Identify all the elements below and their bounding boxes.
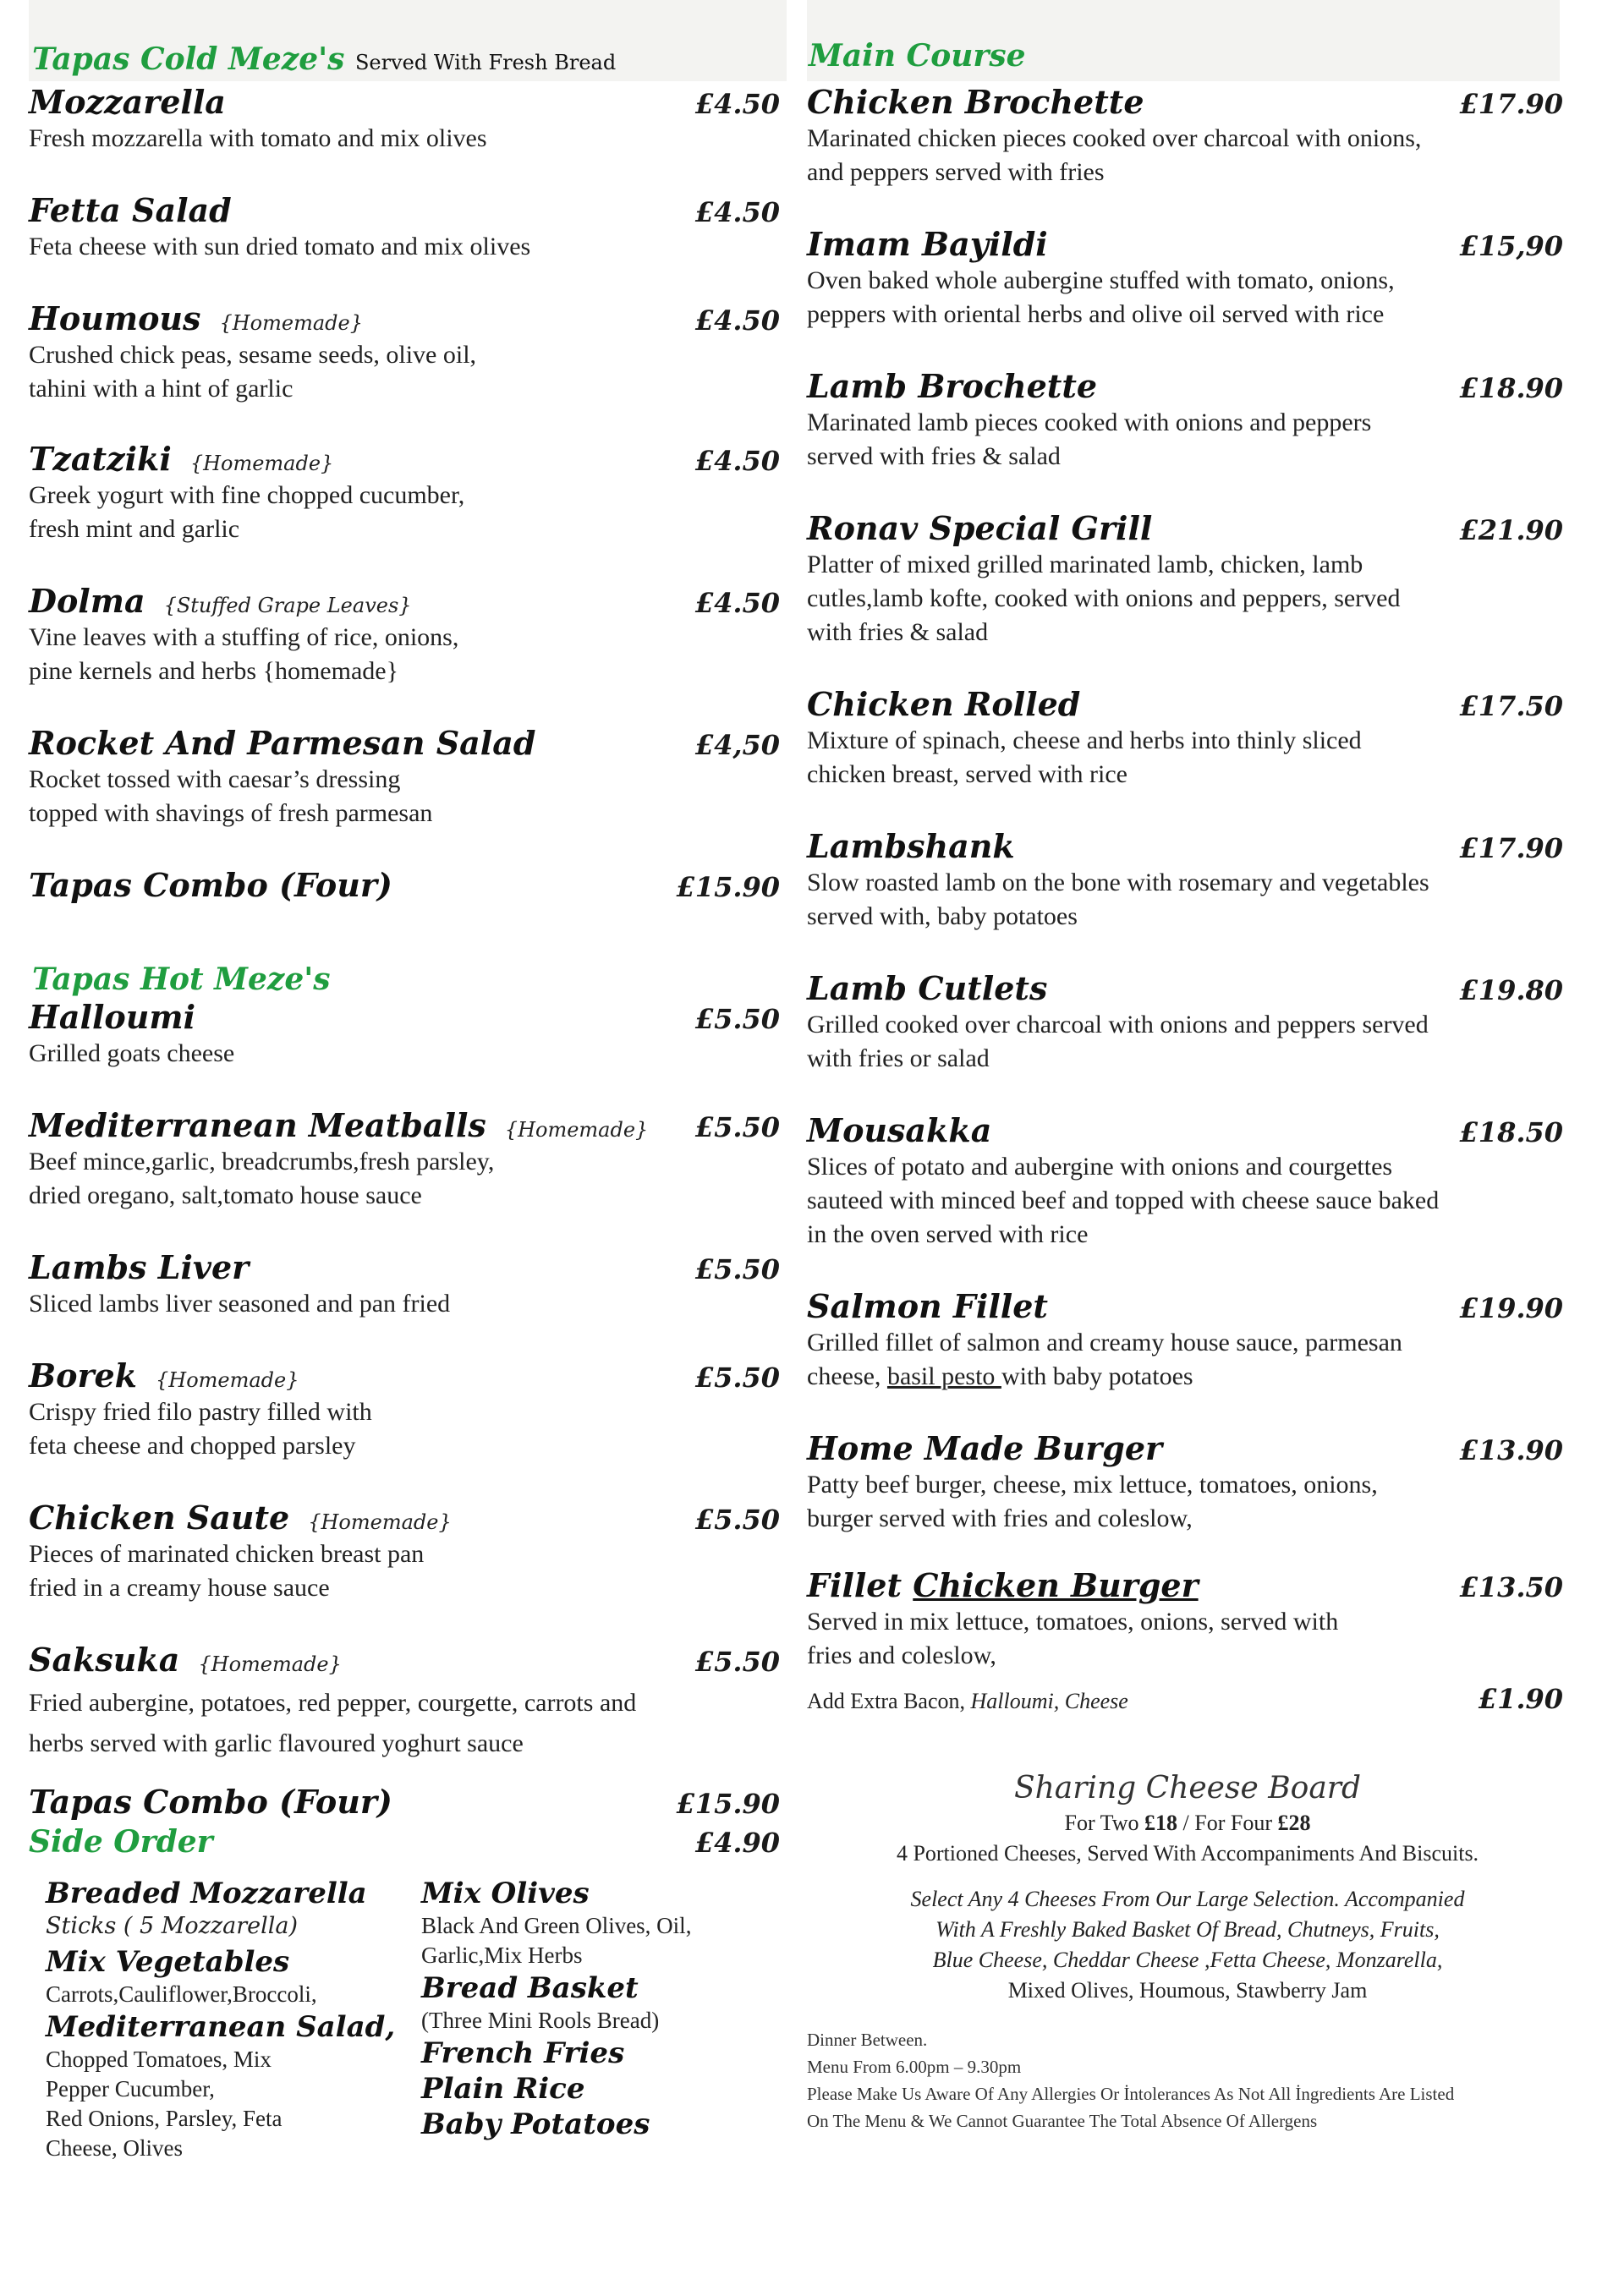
hot-meze-heading: Tapas Hot Meze's [32,962,331,997]
item-desc: Sliced lambs liver seasoned and pan fried [29,1290,451,1318]
item-name: Chicken Saute [29,1499,290,1537]
item-name: Mediterranean Meatballs [29,1106,486,1144]
item-name: Lamb Brochette [807,367,1098,405]
item-desc: Grilled goats cheese [29,1039,235,1067]
item-price: £15.90 [676,871,780,903]
item-price: £19.90 [1459,1292,1563,1324]
item-name: Lamb Cutlets [807,969,1048,1007]
item-price: £4.50 [694,196,780,228]
main-course-heading: Main Course [809,38,1026,74]
cold-meze-item [29,299,785,406]
item-name: Chicken Brochette [807,83,1144,121]
menu-hours: Menu From 6.00pm – 9.30pm [807,2057,1022,2077]
item-price: £5.50 [694,1646,780,1678]
cold-meze-heading: Tapas Cold Meze's Served With Fresh Bread [32,41,617,77]
side-name: Plain Rice [421,2072,585,2106]
item-desc: Patty beef burger, cheese, mix lettuce, tomatoes, onions, burger served with fries and coleslow, [807,1471,1378,1532]
item-price: £4.50 [694,304,780,337]
side-name: Baby Potatoes [421,2107,650,2141]
item-price: £15,90 [1459,230,1563,262]
side-order-column-2 [421,1876,785,2142]
hot-meze-item [29,1106,785,1213]
main-course-item [807,225,1568,332]
item-desc: Crushed chick peas, sesame seeds, olive oil, tahini with a hint of garlic [29,341,477,403]
item-name: Houmous [29,299,201,337]
item-name: Tzatziki [29,440,172,478]
cheese-board-prices: For Two £18 / For Four £28 [1064,1811,1311,1835]
item-note: {Homemade} [219,311,363,335]
add-extra-row [807,1683,1568,1718]
item-price: £21.90 [1459,514,1563,546]
side-sub: Sticks ( 5 Mozzarella) [46,1913,299,1939]
hot-meze-item [29,998,785,1071]
cheese-board-title: Sharing Cheese Board [1013,1771,1362,1806]
main-course-item [807,1287,1568,1394]
item-name: Salmon Fillet [807,1287,1048,1325]
item-desc: Slices of potato and aubergine with onions and courgettes sauteed with minced beef and topped with cheese sauce baked in the oven served with rice [807,1153,1440,1248]
item-name: Mousakka [807,1111,992,1149]
main-course-item [807,827,1568,934]
side-order-heading: Side Order [29,1824,213,1860]
item-name: Lambshank [807,827,1015,865]
item-price: £5.50 [694,1111,780,1143]
tapas-combo-item-2 [29,1783,785,1822]
item-price: £15.90 [676,1788,780,1820]
cold-meze-item [29,191,785,264]
side-name: French Fries [421,2036,625,2070]
item-name: Fetta Salad [29,191,232,229]
cheese-extra-text: Mixed Olives, Houmous, Stawberry Jam [1007,1978,1368,2003]
item-desc: Feta cheese with sun dried tomato and mix olives [29,233,531,260]
item-desc: Crispy fried filo pastry filled with feta cheese and chopped parsley [29,1398,372,1460]
side-sub: Black And Green Olives, Oil, Garlic,Mix Herbs [421,1913,692,1968]
side-name: Mediterranean Salad, [46,2010,396,2044]
item-price: £13.90 [1459,1434,1563,1466]
side-sub: Chopped Tomatoes, Mix Pepper Cucumber, Red Onions, Parsley, Feta Cheese, Olives [46,2047,283,2161]
item-name: Chicken Rolled [807,685,1081,723]
main-course-item [807,1566,1568,1673]
item-price: £5.50 [694,1362,780,1394]
item-desc: Oven baked whole aubergine stuffed with tomato, onions, peppers with oriental herbs and olive oil served with rice [807,266,1395,328]
item-desc: Pieces of marinated chicken breast pan fried in a creamy house sauce [29,1540,425,1602]
cold-meze-item [29,724,785,830]
item-note: {Homemade} [504,1118,649,1142]
item-price: £13.50 [1459,1571,1563,1603]
dinner-label: Dinner Between. [807,2030,928,2050]
item-desc: Marinated lamb pieces cooked with onions and peppers served with fries & salad [807,408,1372,470]
item-desc: Rocket tossed with caesar’s dressing topped with shavings of fresh parmesan [29,765,433,827]
item-name: Fillet Chicken Burger [807,1566,1199,1604]
side-order-heading-row [29,1823,785,1860]
main-course-item [807,509,1568,649]
cheese-board-desc: 4 Portioned Cheeses, Served With Accompaniments And Biscuits. [896,1841,1479,1866]
main-course-item [807,1111,1568,1252]
item-name: Imam Bayildi [807,225,1048,263]
item-desc: Fresh mozzarella with tomato and mix olives [29,124,487,152]
item-name: Mozzarella [29,83,226,121]
item-note: {Homemade} [198,1652,342,1676]
item-desc: Vine leaves with a stuffing of rice, onions, pine kernels and herbs {homemade} [29,623,459,685]
item-name: Home Made Burger [807,1429,1163,1467]
cheese-select-text: Select Any 4 Cheeses From Our Large Selection. Accompanied With A Freshly Baked Basket Of Bread, Chutneys, Fruits, Blue Cheese, Cheddar Cheese ,Fetta Cheese, Monzarella, [910,1887,1465,1972]
item-price: £5.50 [694,1003,780,1035]
main-course-item [807,83,1568,189]
item-price: £4.50 [694,88,780,120]
item-name: Ronav Special Grill [807,509,1153,547]
item-name: Rocket And Parmesan Salad [29,724,536,762]
item-note: {Stuffed Grape Leaves} [163,594,412,617]
item-name: Halloumi [29,998,196,1036]
main-course-item [807,969,1568,1076]
side-sub: Carrots,Cauliflower,Broccoli, [46,1981,317,2007]
cold-meze-item [29,866,785,905]
side-name: Breaded Mozzarella [46,1877,367,1910]
item-desc: Beef mince,garlic, breadcrumbs,fresh parsley, dried oregano, salt,tomato house sauce [29,1148,495,1209]
item-price: £17.90 [1459,832,1563,864]
item-name: Dolma [29,582,145,620]
main-course-item [807,1429,1568,1536]
item-desc: Fried aubergine, potatoes, red pepper, courgette, carrots and herbs served with garlic flavoured yoghurt sauce [29,1689,637,1757]
item-desc: Platter of mixed grilled marinated lamb, chicken, lamb cutles,lamb kofte, cooked with onions and peppers, served with fries & salad [807,551,1401,646]
cheese-board-block [807,1769,1568,2006]
allergy-notice: Please Make Us Aware Of Any Allergies Or İntolerances As Not All İngredients Are Listed On The Menu & We Cannot Guarantee The Total Absence Of Allergens [807,2084,1455,2131]
item-desc: Marinated chicken pieces cooked over charcoal with onions, and peppers served with fries [807,124,1422,186]
item-name: Lambs Liver [29,1248,250,1286]
item-price: £18.50 [1459,1116,1563,1148]
item-note: {Homemade} [156,1368,299,1392]
item-desc: Grilled cooked over charcoal with onions and peppers served with fries or salad [807,1011,1429,1072]
hot-meze-item [29,1641,785,1764]
hot-meze-item [29,1499,785,1605]
cold-meze-item [29,582,785,688]
main-course-item [807,367,1568,474]
item-desc: Served in mix lettuce, tomatoes, onions, served with fries and coleslow, [807,1608,1339,1669]
hot-meze-item [29,1356,785,1463]
item-note: {Homemade} [189,452,334,475]
side-name: Mix Olives [421,1877,590,1910]
dinner-hours [807,2026,1568,2134]
item-price: £4,50 [694,729,780,761]
item-price: £5.50 [694,1504,780,1536]
item-name: Tapas Combo (Four) [29,866,392,904]
item-name: Saksuka [29,1641,180,1679]
item-note: {Homemade} [308,1510,452,1534]
item-name: Borek [29,1356,137,1395]
side-order-price: £4.90 [694,1827,780,1859]
item-price: £17.90 [1459,88,1563,120]
side-name: Bread Basket [421,1971,639,2005]
item-price: £4.50 [694,445,780,477]
item-desc: Slow roasted lamb on the bone with rosemary and vegetables served with, baby potatoes [807,869,1429,930]
item-desc: Grilled fillet of salmon and creamy house sauce, parmesan cheese, basil pesto with baby potatoes [807,1329,1402,1390]
add-extra-price: £1.90 [1478,1683,1563,1715]
add-extra-label: Add Extra Bacon, Halloumi, Cheese [807,1689,1128,1713]
main-course-item [807,685,1568,792]
cold-meze-item [29,440,785,546]
cold-meze-item [29,83,785,156]
item-price: £17.50 [1459,690,1563,722]
item-desc: Greek yogurt with fine chopped cucumber, fresh mint and garlic [29,481,465,543]
item-price: £5.50 [694,1253,780,1285]
item-desc: Mixture of spinach, cheese and herbs into thinly sliced chicken breast, served with rice [807,726,1362,788]
side-order-column-1 [46,1876,409,2163]
item-price: £18.90 [1459,372,1563,404]
item-name: Tapas Combo (Four) [29,1783,392,1821]
side-name: Mix Vegetables [46,1945,290,1979]
item-price: £4.50 [694,587,780,619]
hot-meze-item [29,1248,785,1321]
item-price: £19.80 [1459,974,1563,1006]
side-sub: (Three Mini Rools Bread) [421,2008,660,2033]
